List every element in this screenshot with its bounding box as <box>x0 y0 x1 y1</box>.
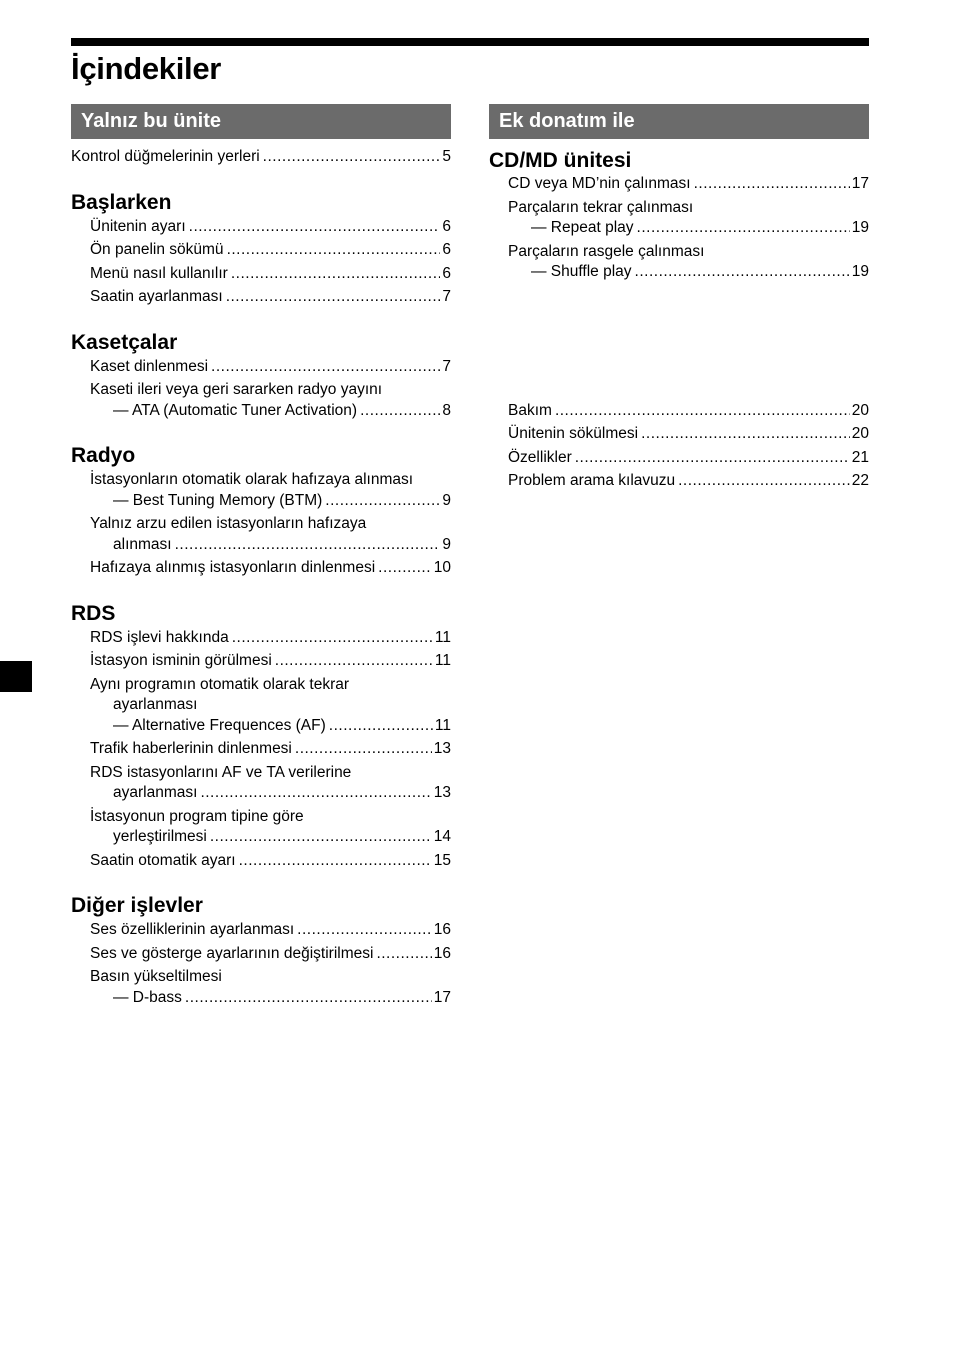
dot-leader <box>555 401 850 422</box>
dot-leader <box>325 491 440 512</box>
dot-leader <box>263 147 441 168</box>
section-list-cdmd <box>489 174 869 283</box>
dot-leader <box>211 357 440 378</box>
toc-entry-title: Menü nasıl kullanılır <box>90 264 228 282</box>
banner-this-unit: Yalnız bu ünite <box>71 104 451 139</box>
toc-entry[interactable] <box>90 628 451 649</box>
dot-leader <box>297 920 432 941</box>
toc-entry-title: — Repeat play <box>531 219 634 236</box>
toc-entry-title: Bakım <box>508 401 552 419</box>
section-list-baslarken <box>71 217 451 308</box>
section-heading-radyo: Radyo <box>71 444 136 467</box>
toc-entry-title: yerleştirilmesi <box>113 828 207 845</box>
banner-with-equipment: Ek donatım ile <box>489 104 869 139</box>
toc-entry-title: ayarlanması <box>113 784 198 801</box>
toc-entry-title: Ünitenin sökülmesi <box>508 425 639 442</box>
dot-leader <box>295 739 432 760</box>
toc-entry-line: İstasyonun program tipine göre <box>90 807 304 825</box>
section-heading-cdmd: CD/MD ünitesi <box>489 149 632 172</box>
toc-page-number: 13 <box>433 784 451 801</box>
toc-entry[interactable] <box>508 471 869 492</box>
dot-leader <box>226 287 441 308</box>
toc-page-number: 19 <box>851 219 869 236</box>
toc-entry[interactable] <box>508 401 869 422</box>
toc-entry-title: Özellikler <box>508 448 572 466</box>
toc-page-number: 15 <box>433 851 451 869</box>
toc-entry-title: Problem arama kılavuzu <box>508 472 676 489</box>
toc-entry[interactable] <box>90 514 451 555</box>
toc-entry-line: ayarlanması <box>113 696 198 713</box>
dot-leader <box>200 783 431 804</box>
dot-leader <box>637 218 850 239</box>
dot-leader <box>694 174 850 195</box>
toc-page-number: 5 <box>442 148 451 165</box>
toc-entry-title: Trafik haberlerinin dinlenmesi <box>90 740 292 757</box>
toc-page-number: 6 <box>442 264 451 282</box>
toc-page-number: 11 <box>434 628 451 646</box>
top-rule <box>71 38 869 46</box>
toc-page-number: 9 <box>442 535 451 553</box>
toc-page-number: 10 <box>433 559 451 576</box>
dot-leader <box>635 262 850 283</box>
dot-leader <box>376 944 431 965</box>
toc-entry-line: Aynı programın otomatik olarak tekrar <box>90 675 350 693</box>
toc-page-number: 6 <box>442 241 451 258</box>
toc-entry-line: Parçaların rasgele çalınması <box>508 242 705 260</box>
dot-leader <box>329 716 433 737</box>
toc-entry-title: Hafızaya alınmış istasyonların dinlenmesi <box>90 559 376 576</box>
toc-entry-title: Ünitenin ayarı <box>90 217 186 235</box>
toc-entry[interactable] <box>90 920 451 941</box>
toc-entry[interactable] <box>90 967 451 1008</box>
toc-page-number: 6 <box>442 217 451 235</box>
section-heading-diger: Diğer işlevler <box>71 894 203 917</box>
toc-entry[interactable] <box>90 470 451 511</box>
section-heading-baslarken: Başlarken <box>71 190 172 214</box>
toc-entry[interactable] <box>90 807 451 848</box>
section-list-rds <box>71 628 451 872</box>
toc-page-number: 19 <box>851 263 869 280</box>
toc-entry-title: Kaset dinlenmesi <box>90 357 209 375</box>
toc-entry-title: İstasyon isminin görülmesi <box>90 652 272 669</box>
toc-entry[interactable] <box>90 264 451 285</box>
dot-leader <box>227 240 441 261</box>
toc-entry[interactable] <box>90 558 451 579</box>
page-title: İçindekiler <box>71 51 222 86</box>
toc-entry-title: — Shuffle play <box>531 263 632 280</box>
side-tab-marker <box>0 661 32 692</box>
toc-page-number: 13 <box>433 740 451 757</box>
toc-entry[interactable] <box>90 380 451 421</box>
section-list-radyo <box>71 470 451 579</box>
toc-page-number: 22 <box>851 472 869 489</box>
section-heading-kasetcalar: Kasetçalar <box>71 330 178 354</box>
toc-entry-title: Ses ve gösterge ayarlarının değiştirilmesi <box>90 944 374 962</box>
toc-entry[interactable] <box>90 651 451 672</box>
toc-entry[interactable] <box>90 739 451 760</box>
dot-leader <box>275 651 433 672</box>
toc-entry-title: Kontrol düğmelerinin yerleri <box>71 148 260 165</box>
toc-page-number: 8 <box>442 401 451 419</box>
toc-page-number: 20 <box>851 401 869 419</box>
right-column <box>489 104 869 495</box>
dot-leader <box>378 558 432 579</box>
toc-entry-title: — ATA (Automatic Tuner Activation) <box>113 401 358 419</box>
toc-page-number: 17 <box>851 175 869 192</box>
toc-entry-title: alınması <box>113 535 172 553</box>
dot-leader <box>239 851 432 872</box>
toc-entry-controls[interactable] <box>71 147 451 168</box>
toc-entry[interactable] <box>508 242 869 283</box>
toc-entry-line: Yalnız arzu edilen istasyonların hafızaya <box>90 515 367 532</box>
toc-page-number: 16 <box>433 921 451 938</box>
toc-entry-line: Kaseti ileri veya geri sararken radyo yayını <box>90 381 383 398</box>
toc-entry[interactable] <box>90 240 451 261</box>
dot-leader <box>189 217 441 238</box>
toc-page-number: 20 <box>851 425 869 442</box>
toc-entry-title: — Alternative Frequences (AF) <box>113 716 326 734</box>
dot-leader <box>210 827 432 848</box>
dot-leader <box>175 535 441 556</box>
toc-page-number: 11 <box>434 652 451 669</box>
toc-entry[interactable] <box>508 424 869 445</box>
dot-leader <box>185 988 432 1009</box>
section-list-kasetcalar <box>71 357 451 422</box>
toc-entry[interactable] <box>90 851 451 872</box>
toc-page-number: 7 <box>442 288 451 305</box>
toc-entry[interactable] <box>90 287 451 308</box>
dot-leader <box>360 401 440 422</box>
dot-leader <box>575 448 850 469</box>
section-list-misc <box>489 401 869 492</box>
toc-entry[interactable] <box>508 448 869 469</box>
left-column <box>71 104 451 1011</box>
toc-entry-line: RDS istasyonlarını AF ve TA verilerine <box>90 763 352 781</box>
toc-entry[interactable] <box>508 174 869 195</box>
toc-page-number: 21 <box>851 448 869 466</box>
toc-entry[interactable] <box>508 198 869 239</box>
toc-entry[interactable] <box>90 675 451 737</box>
toc-page-number: 17 <box>433 988 451 1006</box>
toc-entry-title: Saatin otomatik ayarı <box>90 851 236 869</box>
section-list-diger <box>71 920 451 1008</box>
toc-entry-title: — D-bass <box>113 988 182 1006</box>
toc-entry-title: Saatin ayarlanması <box>90 288 223 305</box>
toc-entry-line: Basın yükseltilmesi <box>90 968 222 985</box>
toc-entry-line: Parçaların tekrar çalınması <box>508 198 694 216</box>
toc-entry-title: Ön panelin sökümü <box>90 241 224 258</box>
dot-leader <box>232 628 433 649</box>
toc-entry-title: CD veya MD’nin çalınması <box>508 175 691 192</box>
toc-page-number: 11 <box>434 716 451 734</box>
toc-entry[interactable] <box>90 944 451 965</box>
dot-leader <box>641 424 850 445</box>
toc-entry[interactable] <box>90 357 451 378</box>
toc-page-number: 9 <box>442 491 451 509</box>
toc-entry-title: RDS işlevi hakkında <box>90 628 229 646</box>
toc-entry[interactable] <box>90 217 451 238</box>
section-heading-rds: RDS <box>71 601 116 625</box>
toc-entry-line: İstasyonların otomatik olarak hafızaya alınması <box>90 471 414 488</box>
toc-page-number: 16 <box>433 944 451 962</box>
toc-entry-title: Ses özelliklerinin ayarlanması <box>90 921 295 938</box>
dot-leader <box>231 264 441 285</box>
dot-leader <box>678 471 850 492</box>
toc-page-number: 14 <box>433 828 451 845</box>
toc-page-number: 7 <box>442 357 451 375</box>
toc-entry[interactable] <box>90 763 451 804</box>
toc-entry-title: — Best Tuning Memory (BTM) <box>113 491 323 509</box>
